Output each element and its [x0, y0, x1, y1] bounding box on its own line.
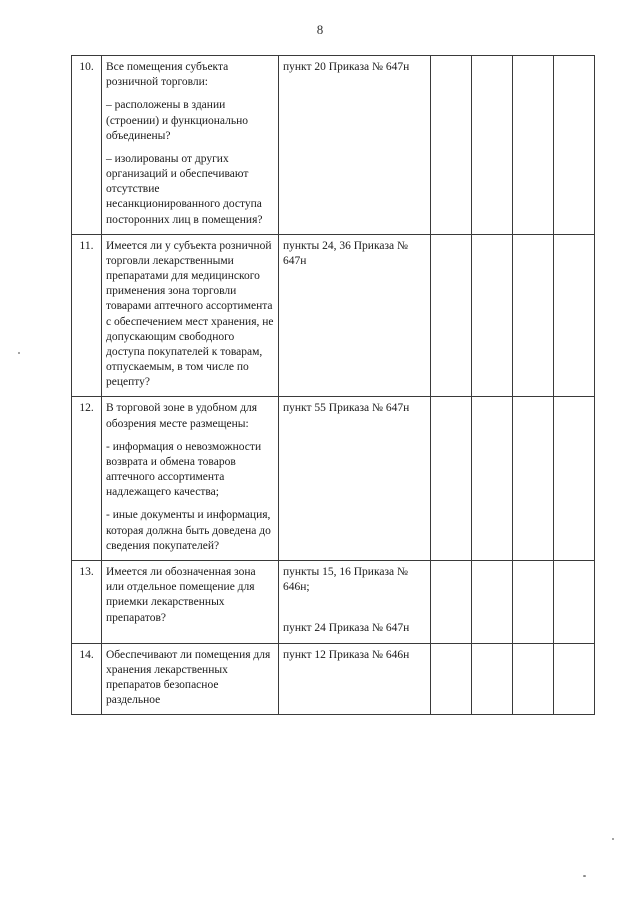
- legal-reference: пункт 12 Приказа № 646н: [283, 648, 410, 661]
- answer-cell[interactable]: [513, 643, 554, 715]
- answer-cell[interactable]: [431, 643, 472, 715]
- legal-reference: пункт 24 Приказа № 647н: [283, 622, 410, 635]
- question-text: – изолированы от других организаций и обеспечивают отсутствие несанкционированного доступа посторонних лиц в помещения?: [106, 152, 263, 226]
- answer-cell[interactable]: [472, 56, 513, 235]
- table-row: [72, 643, 595, 715]
- question-text: – расположены в здании (строении) и функционально объединены?: [106, 99, 249, 142]
- question-text: В торговой зоне в удобном для обозрения месте размещены:: [106, 402, 258, 430]
- question-cell: [102, 397, 279, 561]
- answer-cell[interactable]: [513, 56, 554, 235]
- table-row: [72, 56, 595, 235]
- answer-cell[interactable]: [554, 234, 595, 397]
- question-cell: [102, 234, 279, 397]
- legal-reference-cell: [279, 397, 431, 561]
- scan-artifact: [583, 875, 586, 877]
- answer-cell[interactable]: [513, 234, 554, 397]
- answer-cell[interactable]: [472, 643, 513, 715]
- table-row: [72, 560, 595, 643]
- row-number: 11.: [72, 234, 102, 397]
- question-text: - информация о невозможности возврата и обмена товаров аптечного ассортимента надлежащего качества;: [106, 440, 262, 499]
- question-text: Имеется ли обозначенная зона или отдельное помещение для приемки лекарственных препаратов?: [106, 565, 256, 624]
- reference-gap: [283, 595, 426, 621]
- checklist-rows: [72, 56, 595, 715]
- question-cell: [102, 643, 279, 715]
- page-number: 8: [316, 22, 324, 37]
- legal-reference-cell: [279, 643, 431, 715]
- legal-reference-cell: [279, 56, 431, 235]
- question-text: Обеспечивают ли помещения для хранения лекарственных препаратов безопасное раздельное: [106, 648, 271, 707]
- answer-cell[interactable]: [513, 560, 554, 643]
- answer-cell[interactable]: [472, 560, 513, 643]
- row-number: 14.: [72, 643, 102, 715]
- legal-reference-cell: [279, 560, 431, 643]
- checklist-table: [71, 55, 595, 715]
- answer-cell[interactable]: [431, 560, 472, 643]
- scan-artifact: [612, 838, 614, 840]
- row-number: 10.: [72, 56, 102, 235]
- answer-cell[interactable]: [472, 234, 513, 397]
- answer-cell[interactable]: [554, 56, 595, 235]
- legal-reference: пункт 20 Приказа № 647н: [283, 61, 410, 73]
- answer-cell[interactable]: [431, 234, 472, 397]
- row-number: 12.: [72, 397, 102, 561]
- question-text: - иные документы и информация, которая должна быть доведена до сведения покупателей?: [106, 509, 271, 552]
- question-cell: [102, 56, 279, 235]
- table-row: [72, 397, 595, 561]
- answer-cell[interactable]: [554, 397, 595, 561]
- answer-cell[interactable]: [431, 397, 472, 561]
- answer-cell[interactable]: [554, 643, 595, 715]
- legal-reference: пункт 55 Приказа № 647н: [283, 402, 410, 415]
- row-number: 13.: [72, 560, 102, 643]
- legal-reference-cell: [279, 234, 431, 397]
- table-row: [72, 234, 595, 397]
- answer-cell[interactable]: [554, 560, 595, 643]
- question-text: Имеется ли у субъекта розничной торговли лекарственными препаратами для медицинского применения зона торговли товарами аптечного ассортимента с обеспечением мест хранения, не допускающим свободного доступа покупателей к товарам, отпускаемым, в том числе по рецепту?: [106, 239, 274, 389]
- answer-cell[interactable]: [513, 397, 554, 561]
- question-cell: [102, 560, 279, 643]
- legal-reference: пункты 24, 36 Приказа № 647н: [283, 239, 408, 267]
- scan-artifact: [18, 352, 20, 354]
- answer-cell[interactable]: [431, 56, 472, 235]
- question-text: Все помещения субъекта розничной торговли:: [106, 61, 229, 89]
- answer-cell[interactable]: [472, 397, 513, 561]
- legal-reference: пункты 15, 16 Приказа № 646н;: [283, 565, 408, 594]
